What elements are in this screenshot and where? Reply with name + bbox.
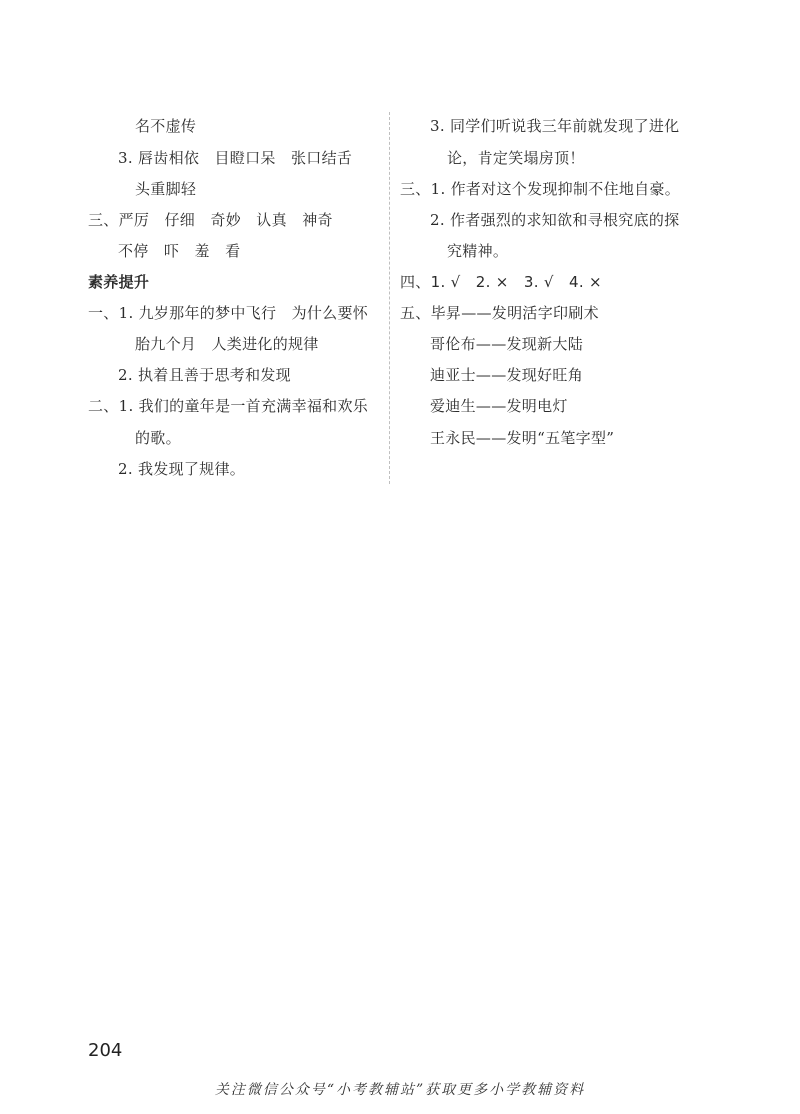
text-line: 三、1. 作者对这个发现抑制不住地自豪。 (400, 180, 681, 198)
text-line: 五、毕昇——发明活字印刷术 (400, 304, 599, 322)
text-line: 的歌。 (135, 429, 181, 447)
text-line: 名不虚传 (135, 117, 197, 135)
text-line: 二、1. 我们的童年是一首充满幸福和欢乐 (88, 397, 369, 415)
text-line: 一、1. 九岁那年的梦中飞行 为什么要怀 (88, 304, 369, 322)
text-line: 哥伦布——发现新大陆 (430, 335, 584, 353)
text-line: 2. 作者强烈的求知欲和寻根究底的探 (430, 211, 680, 229)
text-line: 2. 执着且善于思考和发现 (118, 366, 291, 384)
column-divider (389, 112, 390, 484)
text-line: 论，肯定笑塌房顶！ (447, 149, 585, 167)
section-heading: 素养提升 (88, 273, 150, 291)
text-line: 王永民——发明“五笔字型” (430, 429, 615, 447)
text-line: 究精神。 (447, 242, 509, 260)
text-line: 2. 我发现了规律。 (118, 460, 246, 478)
text-line: 爱迪生——发明电灯 (430, 397, 568, 415)
footer-notice: 关注微信公众号“小考教辅站”获取更多小学教辅资料 (214, 1082, 586, 1098)
text-line: 3. 唇齿相依 目瞪口呆 张口结舌 (118, 149, 353, 167)
text-line: 迪亚士——发现好旺角 (430, 366, 584, 384)
text-line: 头重脚轻 (135, 180, 197, 198)
text-line: 三、严厉 仔细 奇妙 认真 神奇 (88, 211, 333, 229)
text-line: 四、1. √ 2. × 3. √ 4. × (400, 273, 602, 291)
text-line: 胎九个月 人类进化的规律 (135, 335, 319, 353)
page-number: 204 (88, 1040, 123, 1061)
text-line: 3. 同学们听说我三年前就发现了进化 (430, 117, 680, 135)
text-line: 不停 吓 羞 看 (118, 242, 241, 260)
